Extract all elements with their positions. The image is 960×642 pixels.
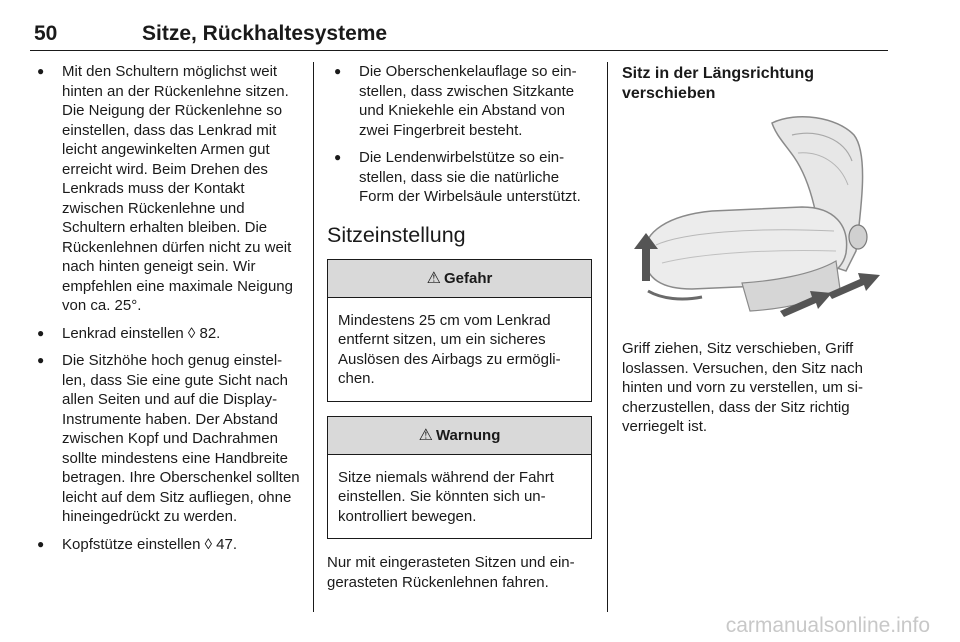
section-heading: Sitzeinstellung bbox=[327, 222, 466, 247]
warning-box-text: Sitze niemals während der Fahrt einstellen. Sie könnten sich unkontrolliert bewegen. bbox=[338, 468, 554, 525]
warning-triangle-icon: ⚠ bbox=[418, 427, 433, 444]
danger-box-header bbox=[328, 260, 591, 298]
body-paragraph: Nur mit eingerasteten Sitzen und eingerasteten Rückenlehnen fahren. bbox=[327, 554, 575, 591]
subsection-heading: Sitz in der Längsrichtung verschieben bbox=[622, 65, 815, 102]
danger-box bbox=[327, 259, 592, 402]
list-item: ● Lenkrad einstellen ◊ 82. bbox=[30, 324, 300, 344]
list-item: ● Mit den Schultern möglichst weit hinten an der Rückenlehne sitzen. Die Neigung der Rückenlehne so einstellen, dass das Lenkrad mit leicht angewinkelten Armen gut erreicht wird. Beim Drehen des Lenkrads muss der Kontakt zwischen Rückenlehne und Schultern erhalten bleiben. Die Rückenlehnen dürfen nicht zu weit nach hinten geneigt sein. Wir empfehlen eine maximale Neigung von ca. 25°. bbox=[30, 62, 300, 316]
danger-box-text: Mindestens 25 cm vom Lenkrad entfernt sitzen, um ein sicheres Auslösen des Airbags zu ermöglichen. bbox=[338, 311, 561, 387]
list-item: ● Die Oberschenkelauflage so einstellen, dass zwischen Sitzkante und Kniekehle ein Abstand von zwei Fingerbreit besteht. bbox=[327, 62, 592, 140]
column-left bbox=[30, 62, 300, 562]
column-divider bbox=[607, 62, 608, 612]
warning-box bbox=[327, 416, 592, 540]
bullet-list-left bbox=[30, 62, 300, 554]
watermark: carmanualsonline.info bbox=[725, 614, 930, 637]
bullet-list-middle bbox=[327, 62, 592, 207]
body-paragraph: Griff ziehen, Sitz verschieben, Griff loslassen. Versuchen, den Sitz nach hinten und vorn zu verstellen, um sicherzustellen, dass der Sitz richtig verriegelt ist. bbox=[622, 340, 863, 435]
column-middle bbox=[327, 62, 592, 592]
warning-triangle-icon: ⚠ bbox=[426, 270, 441, 287]
list-item: ● Kopfstütze einstellen ◊ 47. bbox=[30, 535, 300, 555]
list-item: ● Die Sitzhöhe hoch genug einstellen, dass Sie eine gute Sicht nach allen Seiten und auf die Display-Instrumente haben. Der Abstand zwischen Kopf und Dachrahmen sollte mindestens eine Handbreite betragen. Ihre Oberschenkel sollten leicht auf dem Sitz aufliegen, ohne hineingedrückt zu werden. bbox=[30, 351, 300, 527]
warning-box-header bbox=[328, 417, 591, 455]
warning-box-title: Warnung bbox=[435, 426, 501, 444]
column-divider bbox=[313, 62, 314, 612]
page-title: Sitze, Rückhaltesysteme bbox=[142, 22, 388, 45]
column-right bbox=[622, 62, 888, 437]
danger-box-title: Gefahr bbox=[443, 269, 493, 287]
page-header bbox=[30, 0, 888, 51]
page-number: 50 bbox=[34, 22, 58, 45]
list-item: ● Die Lendenwirbelstütze so einstellen, dass sie die natürliche Form der Wirbelsäule unterstützt. bbox=[327, 148, 592, 207]
seat-adjustment-illustration bbox=[622, 113, 885, 325]
